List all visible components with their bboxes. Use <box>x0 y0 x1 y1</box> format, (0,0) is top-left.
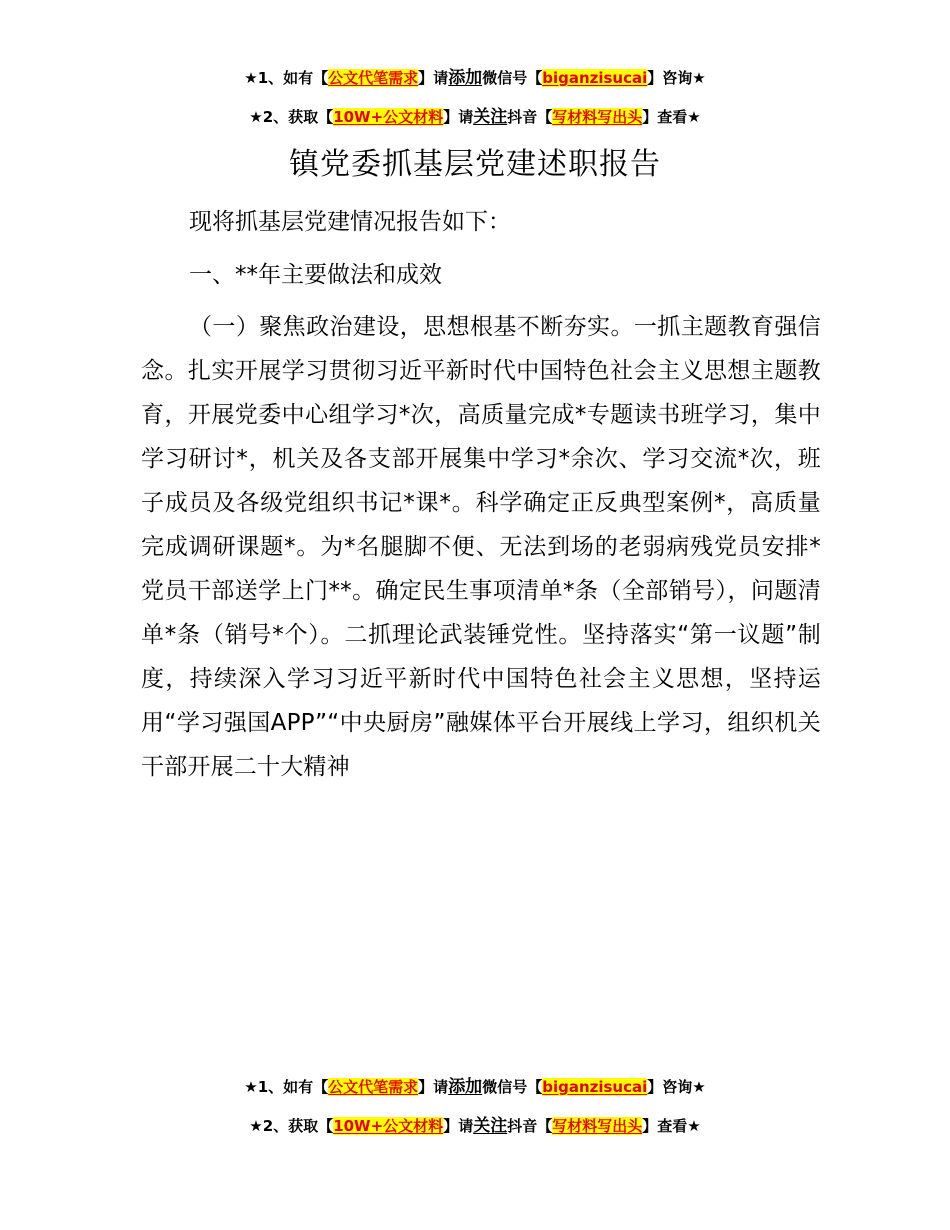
banner-text: 】咨询★ <box>647 1078 706 1096</box>
section-heading: 一、**年主要做法和成效 <box>189 262 442 288</box>
highlight-service: 公文代笔需求 <box>328 69 419 87</box>
top-banner-line-1 <box>0 68 950 88</box>
top-banner-line-2 <box>0 107 950 127</box>
emphasis-follow: 关注 <box>473 107 508 127</box>
emphasis-add: 添加 <box>448 1077 483 1097</box>
emphasis-follow: 关注 <box>473 1116 508 1136</box>
intro-paragraph: 现将抓基层党建情况报告如下： <box>189 209 511 235</box>
banner-text: 】查看★ <box>642 108 701 126</box>
highlight-wechat-id: biganzisucai <box>542 69 648 87</box>
banner-text: 抖音【 <box>507 108 553 126</box>
highlight-materials: 10W+公文材料 <box>333 1117 444 1135</box>
emphasis-add: 添加 <box>448 68 483 88</box>
banner-text: 微信号【 <box>482 69 543 87</box>
banner-text: 】请 <box>443 108 474 126</box>
banner-text: 】请 <box>443 1117 474 1135</box>
banner-text: ★2、获取【 <box>249 108 334 126</box>
body-paragraph: （一）聚焦政治建设，思想根基不断夯实。一抓主题教育强信念。扎实开展学习贯彻习近平新时代中国特色社会主义思想主题教育，开展党委中心组学习*次，高质量完成*专题读书班学习，集中学习研讨*，机关及各支部开展集中学习*余次、学习交流*次，班子成员及各级党组织书记*课*。科学确定正反典型案例*，高质量完成调研课题*。为*名腿脚不便、无法到场的老弱病残党员安排*党员干部送学上门**。确定民生事项清单*条（全部销号），问题清单*条（销号*个）。二抓理论武装锤党性。坚持落实“第一议题”制度，持续深入学习习近平新时代中国特色社会主义思想，坚持运用“学习强国APP”“中央厨房”融媒体平台开展线上学习，组织机关干部开展二十大精神 <box>141 314 821 780</box>
banner-text: 】咨询★ <box>647 69 706 87</box>
banner-text: 】查看★ <box>642 1117 701 1135</box>
banner-text: ★1、如有【 <box>244 69 329 87</box>
highlight-wechat-id: biganzisucai <box>542 1078 648 1096</box>
banner-text: 】请 <box>418 1078 449 1096</box>
bottom-banner-line-1 <box>0 1077 950 1097</box>
highlight-service: 公文代笔需求 <box>328 1078 419 1096</box>
bottom-banner-line-2 <box>0 1116 950 1136</box>
highlight-materials: 10W+公文材料 <box>333 108 444 126</box>
banner-text: 】请 <box>418 69 449 87</box>
document-title: 镇党委抓基层党建述职报告 <box>289 147 661 182</box>
banner-text: ★2、获取【 <box>249 1117 334 1135</box>
banner-text: 微信号【 <box>482 1078 543 1096</box>
banner-text: 抖音【 <box>507 1117 553 1135</box>
banner-text: ★1、如有【 <box>244 1078 329 1096</box>
highlight-douyin-account: 写材料写出头 <box>552 1117 643 1135</box>
highlight-douyin-account: 写材料写出头 <box>552 108 643 126</box>
